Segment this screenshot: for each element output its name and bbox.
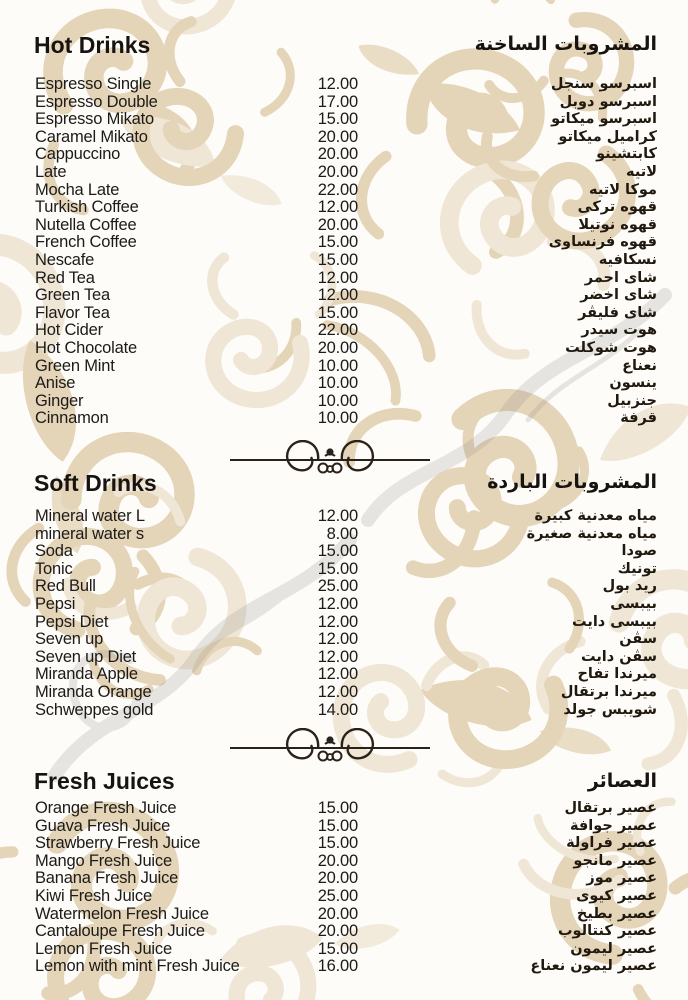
- menu-item-row: [0, 923, 688, 941]
- item-name-en: Hot Chocolate: [35, 338, 137, 357]
- item-name-en: French Coffee: [35, 233, 137, 252]
- item-price: 20.00: [317, 145, 358, 164]
- menu-item-row: [0, 322, 688, 340]
- item-price: 12.00: [317, 75, 358, 93]
- section-title-soft-drinks-ar: المشروبات الباردة: [487, 471, 657, 493]
- menu-item-row: [0, 393, 688, 411]
- item-price: 15.00: [317, 303, 358, 322]
- item-name-en: Red Tea: [35, 268, 95, 287]
- item-name-en: Tonic: [35, 559, 73, 578]
- item-name-ar: اسبرسو ميكاتو: [551, 111, 657, 128]
- item-name-ar: قهوه نوتيلا: [578, 216, 657, 233]
- item-price: 15.00: [317, 834, 358, 853]
- item-price: 15.00: [317, 233, 358, 252]
- item-name-en: Miranda Orange: [35, 682, 152, 701]
- item-name-en: Nutella Coffee: [35, 215, 137, 234]
- item-name-ar: قهوه تركى: [577, 199, 657, 216]
- item-price: 15.00: [317, 559, 358, 578]
- scroll-divider-icon: [230, 440, 430, 480]
- item-price: 12.00: [317, 286, 358, 305]
- menu-item-row: [0, 146, 688, 164]
- item-name-en: Espresso Double: [35, 92, 158, 111]
- item-price: 20.00: [317, 904, 358, 923]
- menu-item-row: [0, 853, 688, 871]
- menu-item-row: [0, 217, 688, 235]
- item-name-ar: مياه معدنية كبيرة: [534, 508, 657, 524]
- item-name-en: Lemon with mint Fresh Juice: [35, 957, 240, 976]
- item-name-en: Soda: [35, 542, 73, 561]
- item-name-en: Mocha Late: [35, 180, 120, 199]
- item-name-ar: عصير فراولة: [566, 835, 657, 852]
- menu-item-row: [0, 906, 688, 924]
- menu-item-row: [0, 234, 688, 252]
- item-name-en: Orange Fresh Juice: [35, 799, 177, 817]
- item-price: 20.00: [317, 869, 358, 888]
- item-price: 22.00: [317, 180, 358, 199]
- item-price: 12.00: [317, 198, 358, 217]
- item-name-ar: قرفة: [620, 410, 657, 427]
- item-name-ar: اسبرسو دوبل: [559, 93, 657, 110]
- item-name-en: Watermelon Fresh Juice: [35, 904, 209, 923]
- item-name-ar: نسكافيه: [598, 251, 657, 268]
- item-name-en: Mango Fresh Juice: [35, 851, 172, 870]
- menu-item-row: [0, 870, 688, 888]
- item-name-ar: لاتيه: [626, 163, 657, 180]
- menu-item-row: [0, 596, 688, 614]
- menu-item-row: [0, 199, 688, 217]
- item-name-en: Banana Fresh Juice: [35, 869, 179, 888]
- section-title-hot-drinks-ar: المشروبات الساخنة: [474, 33, 657, 55]
- menu-item-row: [0, 561, 688, 579]
- menu-item-row: [0, 375, 688, 393]
- item-price: 10.00: [317, 374, 358, 393]
- item-price: 10.00: [317, 391, 358, 410]
- menu-item-row: [0, 340, 688, 358]
- item-name-ar: موكا لاتيه: [589, 181, 657, 198]
- section-title-fresh-juices-ar: العصائر: [587, 770, 657, 792]
- item-name-ar: عصير جوافة: [570, 817, 657, 834]
- item-name-en: Seven up: [35, 630, 104, 649]
- menu-item-row: [0, 702, 688, 720]
- item-name-ar: سڤن دايت: [581, 648, 657, 665]
- menu-item-row: [0, 941, 688, 959]
- item-name-ar: بيبسى دايت: [572, 613, 657, 630]
- item-name-ar: شويبس جولد: [563, 701, 657, 718]
- item-name-en: Guava Fresh Juice: [35, 816, 171, 835]
- menu-item-row: [0, 684, 688, 702]
- item-name-ar: ميرندا برتقال: [560, 683, 657, 700]
- item-price: 12.00: [317, 665, 358, 684]
- item-price: 8.00: [326, 524, 358, 543]
- item-name-ar: ميرندا تفاح: [577, 666, 657, 683]
- item-name-en: Miranda Apple: [35, 665, 138, 684]
- menu-item-row: [0, 508, 688, 526]
- item-name-ar: شاى احمر: [584, 269, 657, 286]
- item-name-ar: عصير ليمون: [570, 940, 657, 957]
- item-price: 12.00: [317, 594, 358, 613]
- item-name-ar: هوت سيدر: [581, 322, 657, 339]
- item-name-ar: صودا: [621, 543, 657, 560]
- menu-item-row: [0, 631, 688, 649]
- item-price: 15.00: [317, 816, 358, 835]
- item-name-en: Turkish Coffee: [35, 198, 139, 217]
- item-name-en: Caramel Mikato: [35, 127, 148, 146]
- item-name-ar: عصير بطيخ: [576, 905, 657, 922]
- item-name-en: Nescafe: [35, 250, 95, 269]
- item-name-ar: عصير كيوى: [576, 887, 657, 904]
- menu-item-row: [0, 410, 688, 428]
- item-name-ar: شاى اخضر: [580, 287, 657, 304]
- item-price: 15.00: [317, 939, 358, 958]
- item-name-ar: تونيك: [617, 560, 657, 577]
- menu-item-row: [0, 76, 688, 94]
- item-name-en: Red Bull: [35, 577, 96, 596]
- item-name-ar: ينسون: [609, 375, 657, 392]
- item-price: 12.00: [317, 507, 358, 525]
- hot-drinks-list: [0, 76, 688, 428]
- menu-item-row: [0, 252, 688, 270]
- item-name-en: Espresso Mikato: [35, 110, 154, 129]
- fresh-juices-list: [0, 800, 688, 976]
- item-price: 20.00: [317, 215, 358, 234]
- item-name-en: Pepsi Diet: [35, 612, 109, 631]
- item-name-ar: عصير مانجو: [573, 852, 657, 869]
- item-name-ar: عصير برتقال: [564, 800, 657, 816]
- item-name-ar: شاى فليڤر: [578, 304, 657, 321]
- item-price: 17.00: [317, 92, 358, 111]
- item-name-ar: بيبسى: [610, 595, 657, 612]
- menu-item-row: [0, 94, 688, 112]
- item-name-en: Late: [35, 162, 67, 181]
- item-name-en: Cinnamon: [35, 409, 109, 428]
- menu-item-row: [0, 270, 688, 288]
- menu-item-row: [0, 835, 688, 853]
- item-name-en: Pepsi: [35, 594, 76, 613]
- item-price: 12.00: [317, 268, 358, 287]
- item-price: 12.00: [317, 612, 358, 631]
- section-title-soft-drinks-en: Soft Drinks: [34, 470, 157, 496]
- menu-item-row: [0, 164, 688, 182]
- item-name-en: Espresso Single: [35, 75, 152, 93]
- item-price: 15.00: [317, 542, 358, 561]
- menu-item-row: [0, 666, 688, 684]
- item-name-en: Lemon Fresh Juice: [35, 939, 172, 958]
- item-price: 10.00: [317, 356, 358, 375]
- item-price: 12.00: [317, 682, 358, 701]
- menu-item-row: [0, 129, 688, 147]
- item-price: 16.00: [317, 957, 358, 976]
- menu-item-row: [0, 182, 688, 200]
- item-name-ar: جنزبيل: [607, 392, 657, 409]
- menu-item-row: [0, 543, 688, 561]
- item-name-ar: كابتشينو: [596, 146, 657, 163]
- item-name-ar: ريد بول: [602, 578, 657, 595]
- item-price: 15.00: [317, 799, 358, 817]
- item-name-ar: سڤن: [619, 631, 657, 648]
- item-name-ar: عصير كنتالوب: [557, 923, 657, 940]
- section-title-hot-drinks-en: Hot Drinks: [34, 32, 151, 58]
- item-price: 20.00: [317, 851, 358, 870]
- item-name-ar: اسبرسو سنجل: [550, 76, 657, 92]
- item-price: 20.00: [317, 338, 358, 357]
- item-price: 10.00: [317, 409, 358, 428]
- item-price: 14.00: [317, 700, 358, 719]
- menu-item-row: [0, 578, 688, 596]
- item-price: 20.00: [317, 127, 358, 146]
- scroll-divider-icon: [230, 728, 430, 768]
- item-name-en: Kiwi Fresh Juice: [35, 886, 152, 905]
- item-name-ar: عصير موز: [586, 870, 657, 887]
- item-price: 15.00: [317, 250, 358, 269]
- item-price: 15.00: [317, 110, 358, 129]
- item-name-en: Ginger: [35, 391, 84, 410]
- menu-item-row: [0, 287, 688, 305]
- menu-item-row: [0, 800, 688, 818]
- item-name-ar: عصير ليمون نعناع: [530, 958, 657, 975]
- menu-item-row: [0, 818, 688, 836]
- item-price: 12.00: [317, 630, 358, 649]
- item-name-ar: قهوه فرنساوى: [548, 234, 657, 251]
- menu-item-row: [0, 111, 688, 129]
- item-name-en: Hot Cider: [35, 321, 103, 340]
- menu-item-row: [0, 649, 688, 667]
- item-name-ar: كراميل ميكاتو: [558, 128, 657, 145]
- menu-item-row: [0, 305, 688, 323]
- item-name-ar: هوت شوكلت: [565, 339, 657, 356]
- item-name-en: Cappuccino: [35, 145, 121, 164]
- item-name-en: Seven up Diet: [35, 647, 137, 666]
- item-name-ar: مياه معدنية صغيرة: [526, 525, 657, 542]
- item-name-en: Anise: [35, 374, 76, 393]
- item-price: 20.00: [317, 162, 358, 181]
- item-name-en: Schweppes gold: [35, 700, 154, 719]
- item-name-ar: نعناع: [622, 357, 657, 374]
- item-price: 25.00: [317, 886, 358, 905]
- item-name-en: Cantaloupe Fresh Juice: [35, 922, 205, 941]
- item-name-en: Flavor Tea: [35, 303, 110, 322]
- item-price: 20.00: [317, 922, 358, 941]
- menu-item-row: [0, 358, 688, 376]
- item-price: 25.00: [317, 577, 358, 596]
- menu-item-row: [0, 526, 688, 544]
- item-name-en: Mineral water L: [35, 507, 145, 525]
- item-name-en: Green Mint: [35, 356, 115, 375]
- item-price: 12.00: [317, 647, 358, 666]
- menu-item-row: [0, 614, 688, 632]
- item-name-en: mineral water s: [35, 524, 144, 543]
- menu-item-row: [0, 958, 688, 976]
- item-name-en: Green Tea: [35, 286, 110, 305]
- item-name-en: Strawberry Fresh Juice: [35, 834, 201, 853]
- soft-drinks-list: [0, 508, 688, 719]
- menu-item-row: [0, 888, 688, 906]
- item-price: 22.00: [317, 321, 358, 340]
- section-title-fresh-juices-en: Fresh Juices: [34, 768, 175, 794]
